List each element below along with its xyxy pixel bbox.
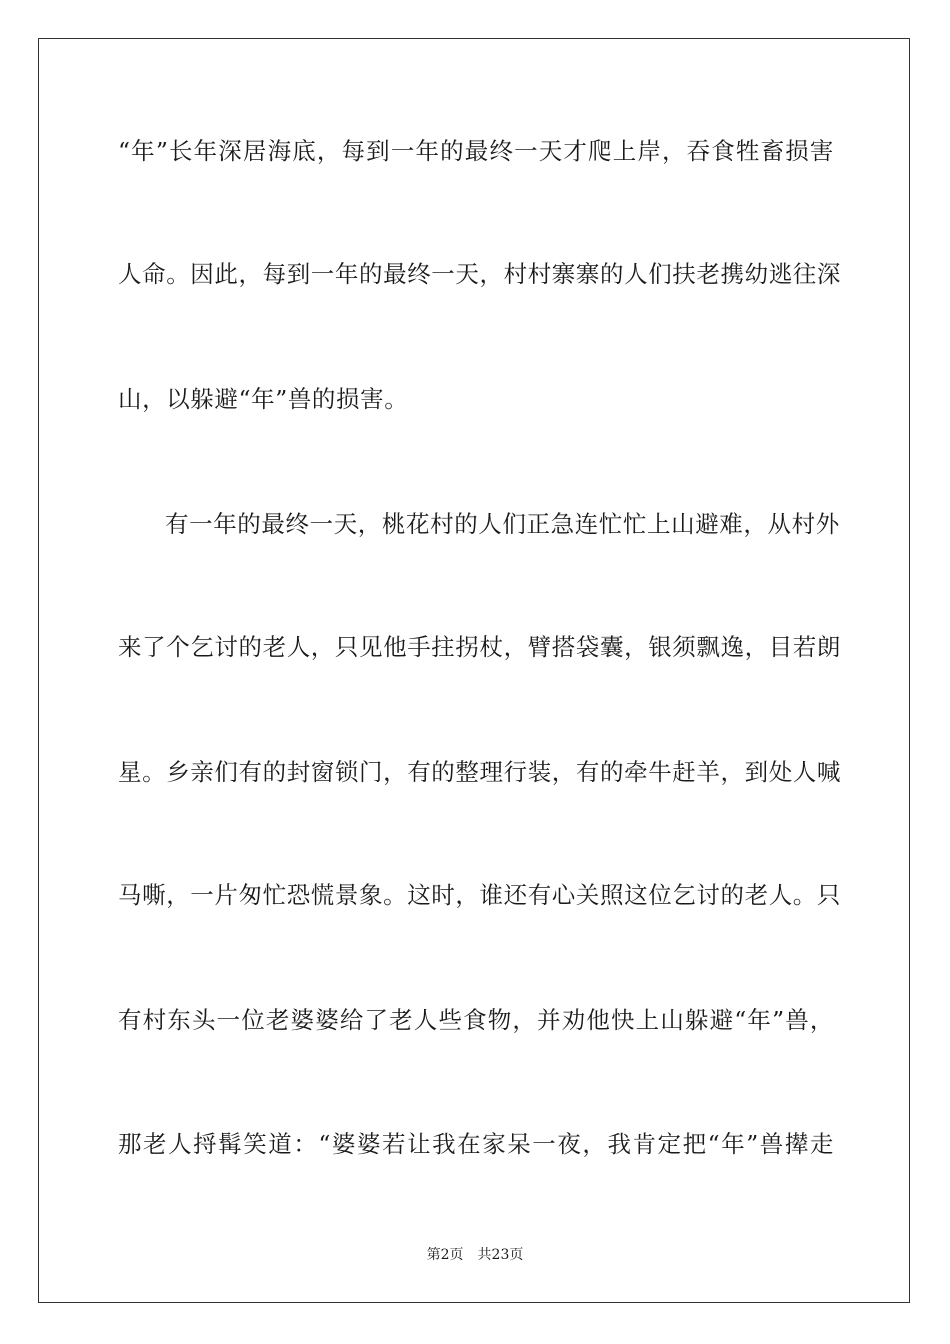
- paragraph-line-7: 马嘶，一片匆忙恐慌景象。这时，谁还有心关照这位乞讨的老人。只: [118, 881, 841, 909]
- page-number: 第2页: [426, 1247, 464, 1263]
- paragraph-line-6: 星。乡亲们有的封窗锁门，有的整理行装，有的牵牛赶羊，到处人喊: [118, 758, 841, 786]
- page-border: [38, 38, 910, 1303]
- paragraph-line-2: 人命。因此，每到一年的最终一天，村村寨寨的人们扶老携幼逃往深: [118, 260, 841, 288]
- paragraph-line-8: 有村东头一位老婆婆给了老人些食物，并劝他快上山躲避“年”兽，: [118, 1006, 834, 1034]
- paragraph-line-3: 山，以躲避“年”兽的损害。: [118, 385, 409, 413]
- page-total: 共23页: [477, 1247, 524, 1263]
- page-footer: [0, 1246, 950, 1264]
- paragraph-line-9: 那老人捋髯笑道：“婆婆若让我在家呆一夜，我肯定把“年”兽撵走: [118, 1130, 834, 1158]
- paragraph-line-1: “年”长年深居海底，每到一年的最终一天才爬上岸，吞食牲畜损害: [118, 137, 834, 165]
- paragraph-line-4: 有一年的最终一天，桃花村的人们正急连忙忙上山避难，从村外: [165, 510, 840, 538]
- paragraph-line-5: 来了个乞讨的老人，只见他手拄拐杖，臂搭袋囊，银须飘逸，目若朗: [118, 633, 841, 661]
